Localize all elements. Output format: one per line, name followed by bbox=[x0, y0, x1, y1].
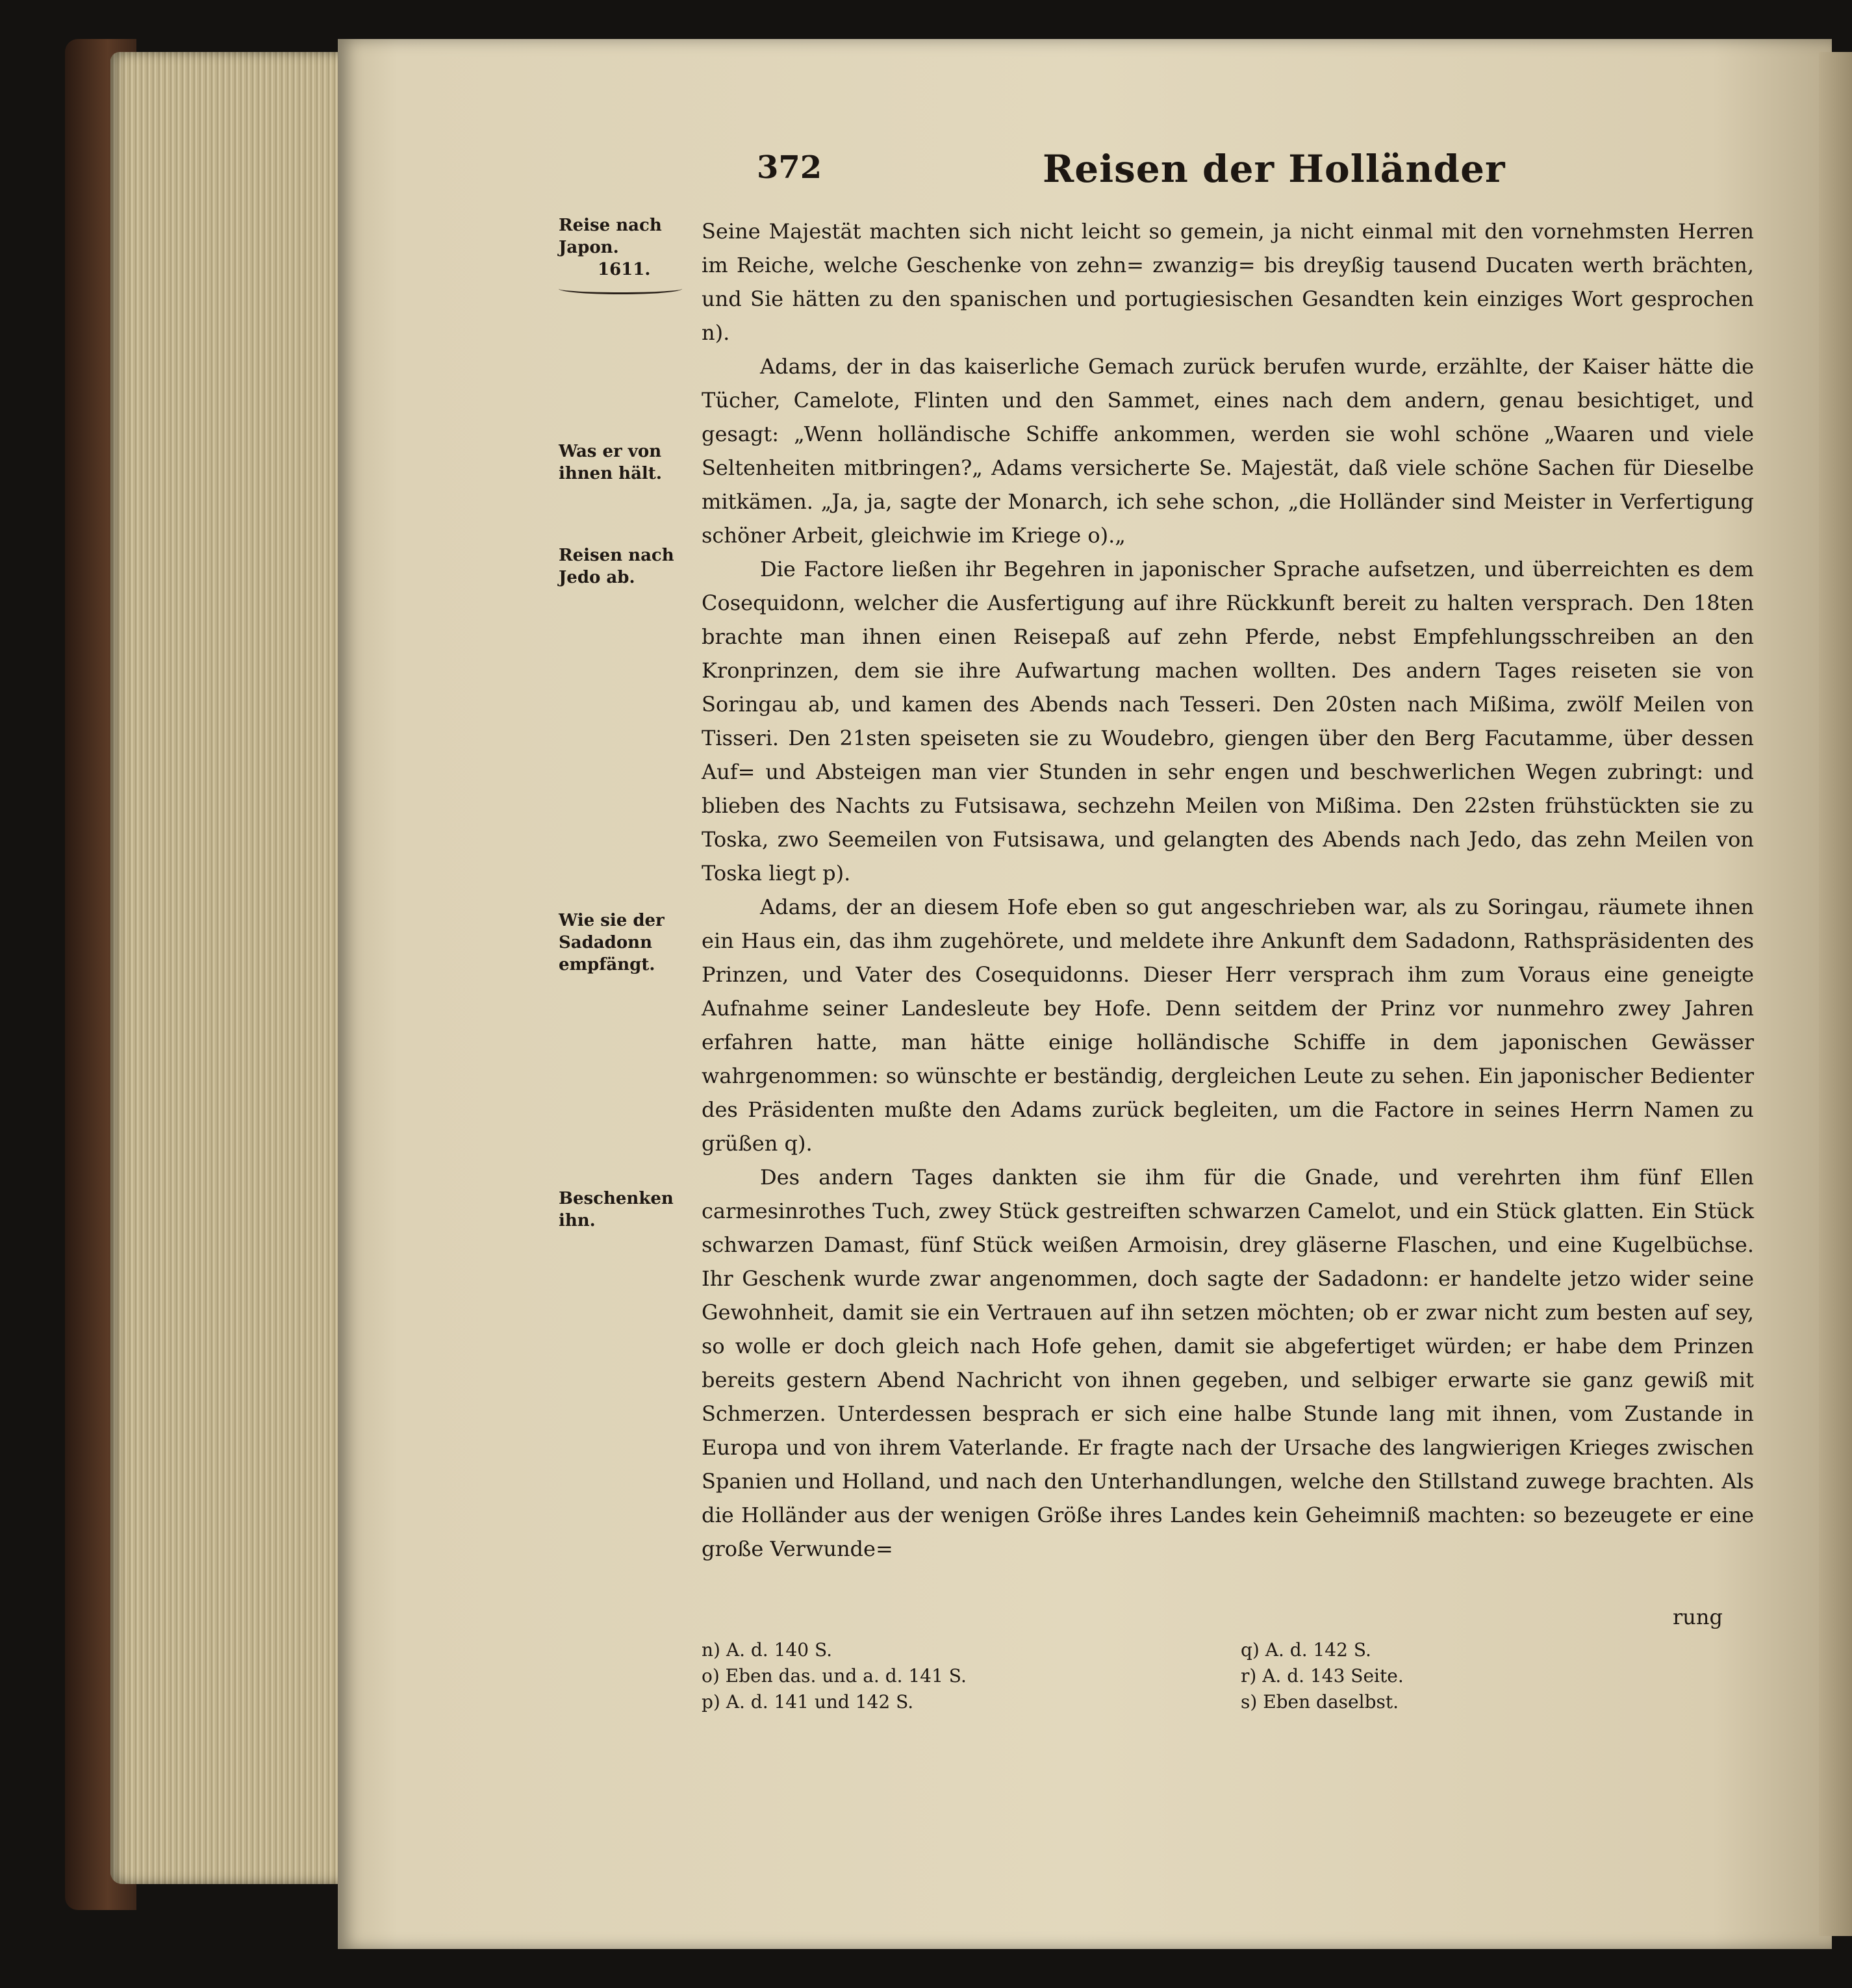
paragraph: Adams, der in das kaiserliche Gemach zurück berufen wurde, erzählte, der Kaiser hätte die Tücher, Camelote, Flinten und den Sammet, eines nach dem andern, genau besichtiget, und gesagt: „Wenn holländische Schiffe ankommen, werden sie wohl schöne „Waaren und viele Seltenheiten mitbringen?„ Adams versicherte Se. Majestät, daß viele schöne Sachen für Dieselbe mitkämen. „Ja, ja, sagte der Monarch, ich sehe schon, „die Holländer sind Meister in Verfertigung schöner Arbeit, gleichwie im Kriege o).„ bbox=[702, 354, 1754, 548]
main-text bbox=[702, 214, 1754, 1566]
catchword: rung bbox=[1673, 1605, 1723, 1629]
page-number: 372 bbox=[757, 149, 822, 186]
margin-note-text: Reise nach Japon. bbox=[559, 216, 662, 257]
margin-note-year: 1611. bbox=[598, 260, 651, 279]
footnotes-left bbox=[702, 1637, 1169, 1715]
footnote: n) A. d. 140 S. bbox=[702, 1639, 833, 1661]
brace-ornament bbox=[559, 283, 682, 294]
footnotes-right bbox=[1241, 1637, 1630, 1715]
margin-note: Was er von ihnen hält. bbox=[559, 442, 662, 483]
paragraph: Die Factore ließen ihr Begehren in japonischer Sprache aufsetzen, und überreichten es dem Cosequidonn, welcher die Ausfertigung auf ihre Rückkunft bereit zu halten versprach. Den 18ten brachte man ihnen einen Reisepaß auf zehn Pferde, nebst Empfehlungsschreiben an den Kronprinzen, dem sie ihre Aufwartung machen wollten. Des andern Tages reiseten sie von Soringau ab, und kamen des Abends nach Tesseri. Den 20sten nach Mißima, zwölf Meilen von Tisseri. Den 21sten speiseten sie zu Woudebro, giengen über den Berg Facutamme, über dessen Auf= und Absteigen man vier Stunden in sehr engen und beschwerlichen Wegen zubringt: und blieben des Nachts zu Futsisawa, sechzehn Meilen von Mißima. Den 22sten frühstückten sie zu Toska, zwo Seemeilen von Futsisawa, und gelangten des Abends nach Jedo, das zehn Meilen von Toska liegt p). bbox=[702, 557, 1754, 886]
margin-note: Beschenken ihn. bbox=[559, 1189, 674, 1230]
footnote: q) A. d. 142 S. bbox=[1241, 1639, 1371, 1661]
footnote: o) Eben das. und a. d. 141 S. bbox=[702, 1665, 967, 1687]
margin-note bbox=[559, 214, 702, 294]
footnote: r) A. d. 143 Seite. bbox=[1241, 1665, 1404, 1687]
paragraph: Adams, der an diesem Hofe eben so gut angeschrieben war, als zu Soringau, räumete ihnen ein Haus ein, das ihm zugehörete, und meldete ihre Ankunft dem Sadadonn, Rathspräsidenten des Prinzen, und Vater des Cosequidonns. Dieser Herr versprach ihm zum Voraus eine geneigte Aufnahme seiner Landesleute bey Hofe. Denn seitdem der Prinz vor nunmehro zwey Jahren erfahren hatte, man hätte einige holländische Schiffe in dem japonischen Gewässer wahrgenommen: so wünschte er beständig, dergleichen Leute zu sehen. Ein japonischer Bedienter des Präsidenten mußte den Adams zurück begleiten, um die Factore in seines Herrn Namen zu grüßen q). bbox=[702, 895, 1754, 1156]
facing-page-edge bbox=[1819, 52, 1852, 1936]
footnote: s) Eben daselbst. bbox=[1241, 1691, 1399, 1713]
paragraph: Des andern Tages dankten sie ihm für die Gnade, und verehrten ihm fünf Ellen carmesinrothes Tuch, zwey Stück gestreiften schwarzen Camelot, und ein Stück glatten. Ein Stück schwarzen Damast, fünf Stück weißen Armoisin, drey gläserne Flaschen, und eine Kugelbüchse. Ihr Geschenk wurde zwar angenommen, doch sagte der Sadadonn: er handelte jetzo wider seine Gewohnheit, damit sie ein Vertrauen auf ihn setzen möchten; ob er zwar nicht zum besten auf sey, so wolle er doch gleich nach Hofe gehen, damit sie abgefertiget würden; er habe dem Prinzen bereits gestern Abend Nachricht von ihnen gegeben, und selbiger erwarte sie ganz gewiß mit Schmerzen. Unterdessen besprach er sich eine halbe Stunde lang mit ihnen, vom Zustande in Europa und von ihrem Vaterlande. Er fragte nach der Ursache des langwierigen Krieges zwischen Spanien und Holland, und nach den Unterhandlungen, welche den Stillstand zuwege brachten. Als die Holländer aus der wenigen Größe ihres Landes kein Geheimniß machten: so bezeugete er eine große Verwunde= bbox=[702, 1165, 1754, 1561]
page-header bbox=[757, 149, 1764, 195]
running-head: Reisen der Holländer bbox=[1043, 147, 1506, 191]
page-edges bbox=[110, 52, 344, 1884]
margin-note: Reisen nach Jedo ab. bbox=[559, 546, 674, 587]
footnote: p) A. d. 141 und 142 S. bbox=[702, 1691, 914, 1713]
paragraph: Seine Majestät machten sich nicht leicht so gemein, ja nicht einmal mit den vornehmsten Herren im Reiche, welche Geschenke von zehn= zwanzig= bis dreyßig tausend Ducaten werth brächten, und Sie hätten zu den spanischen und portugiesischen Gesandten kein einziges Wort gesprochen n). bbox=[702, 219, 1754, 345]
margin-note: Wie sie der Sadadonn empfängt. bbox=[559, 911, 665, 975]
